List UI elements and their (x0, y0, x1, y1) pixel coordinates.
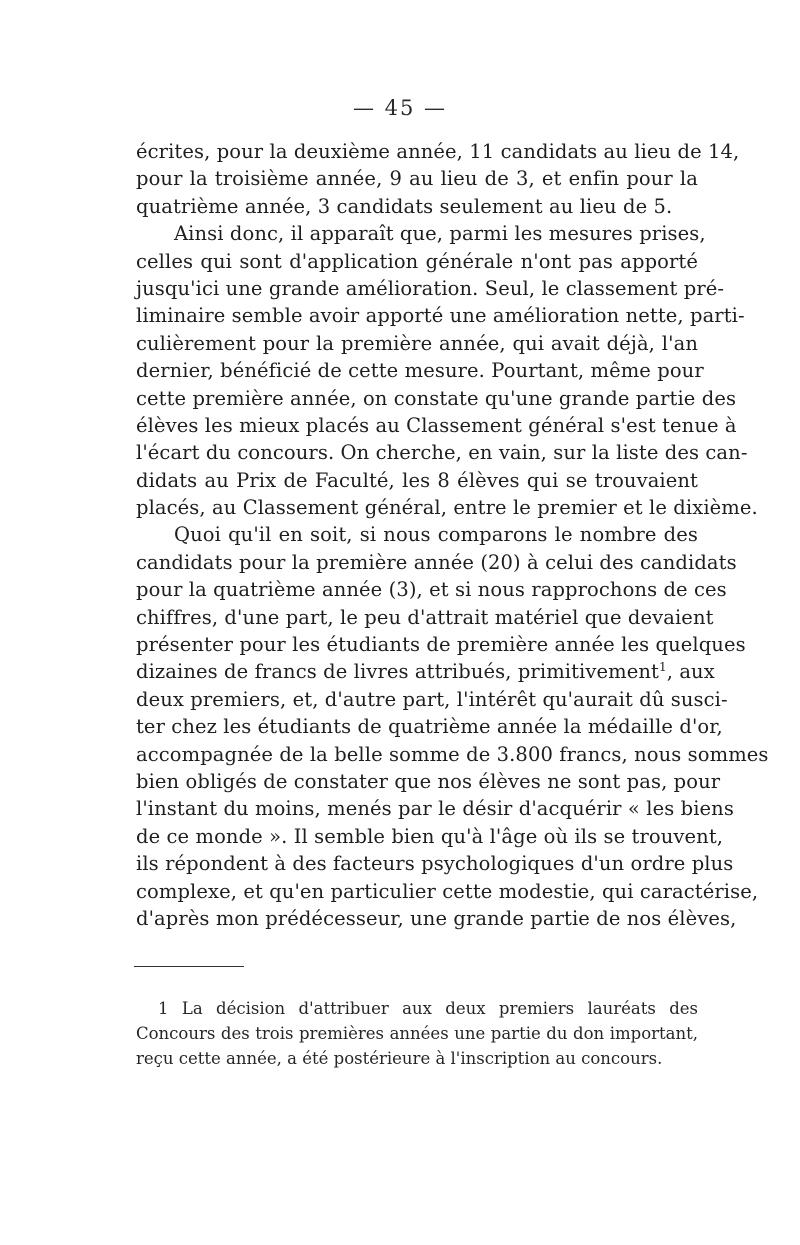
text-line: placés, au Classement général, entre le premier et le dixième. (136, 496, 758, 520)
text-line: chiffres, d'une part, le peu d'attrait matériel que devaient (136, 605, 714, 629)
line-part: dizaines de francs de livres attribués, primitivement (136, 660, 659, 684)
text-line: dernier, bénéficié de cette mesure. Pourtant, même pour (136, 359, 704, 383)
text-line: ils répondent à des facteurs psychologiques d'un ordre plus (136, 852, 734, 876)
text-line: présenter pour les étudiants de première année les quelques (136, 633, 746, 657)
paragraph-start-line: Quoi qu'il en soit, si nous comparons le nombre des (174, 523, 698, 547)
text-line: accompagnée de la belle somme de 3.800 francs, nous sommes (136, 742, 769, 766)
text-line: candidats pour la première année (20) à celui des candidats (136, 550, 737, 574)
footnote (136, 996, 698, 1071)
text-line: de ce monde ». Il semble bien qu'à l'âge où ils se trouvent, (136, 824, 724, 848)
text-line: l'instant du moins, menés par le désir d'acquérir « les biens (136, 797, 734, 821)
text-line: ter chez les étudiants de quatrième année la médaille d'or, (136, 715, 723, 739)
text-line: complexe, et qu'en particulier cette modestie, qui caractérise, (136, 879, 759, 903)
text-line: élèves les mieux placés au Classement général s'est tenue à (136, 413, 737, 437)
main-text (136, 138, 769, 932)
line-part: , aux (666, 660, 715, 684)
text-line: l'écart du concours. On cherche, en vain, sur la liste des can- (136, 441, 748, 465)
text-line: jusqu'ici une grande amélioration. Seul, le classement pré- (136, 276, 725, 300)
text-line: pour la quatrième année (3), et si nous rapprochons de ces (136, 578, 727, 602)
text-line: écrites, pour la deuxième année, 11 candidats au lieu de 14, (136, 140, 740, 163)
text-line: liminaire semble avoir apporté une amélioration nette, parti- (136, 304, 745, 328)
text-line: cette première année, on constate qu'une grande partie des (136, 386, 737, 410)
page-number: — 45 — (352, 96, 448, 120)
text-line: culièrement pour la première année, qui avait déjà, l'an (136, 331, 698, 355)
text-line-with-footnote (136, 658, 715, 685)
text-line: bien obligés de constater que nos élèves ne sont pas, pour (136, 769, 721, 793)
footnote-separator (134, 966, 244, 967)
paragraph-start-line: Ainsi donc, il apparaît que, parmi les mesures prises, (174, 222, 706, 246)
text-line: celles qui sont d'application générale n'ont pas apporté (136, 249, 698, 273)
text-line: pour la troisième année, 9 au lieu de 3, et enfin pour la (136, 167, 698, 191)
text-line: quatrième année, 3 candidats seulement au lieu de 5. (136, 194, 673, 218)
footnote-line: Concours des trois premières années une partie du don important, (136, 1024, 698, 1043)
footnote-line: reçu cette année, a été postérieure à l'inscription au concours. (136, 1049, 663, 1068)
text-line: deux premiers, et, d'autre part, l'intérêt qu'aurait dû susci- (136, 687, 728, 711)
text-line: didats au Prix de Faculté, les 8 élèves qui se trouvaient (136, 468, 698, 492)
text-line: d'après mon prédécesseur, une grande partie de nos élèves, (136, 906, 737, 930)
footnote-line: 1 La décision d'attribuer aux deux premiers lauréats des (158, 999, 698, 1018)
footnote-reference[interactable]: 1 (658, 660, 667, 675)
